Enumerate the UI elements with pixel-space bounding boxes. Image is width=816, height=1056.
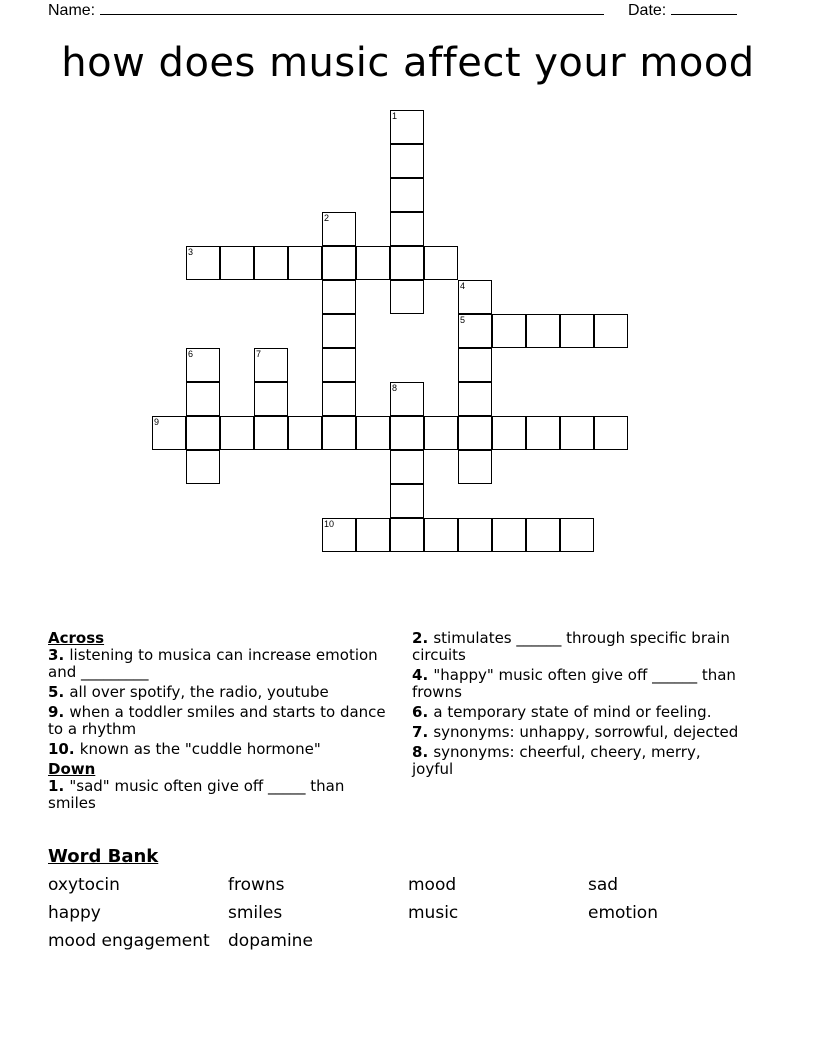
cell-number: 1 xyxy=(392,111,398,121)
crossword-cell[interactable] xyxy=(560,416,594,450)
crossword-cell[interactable] xyxy=(458,348,492,382)
crossword-cell[interactable] xyxy=(492,416,526,450)
crossword-cell[interactable] xyxy=(254,246,288,280)
clue-down-4: 4. "happy" music often give off ______ than frowns xyxy=(412,666,736,701)
cell-number: 9 xyxy=(154,417,160,427)
crossword-cell[interactable] xyxy=(356,246,390,280)
clue-across-5: 5. all over spotify, the radio, youtube xyxy=(48,683,329,701)
crossword-cell[interactable] xyxy=(560,314,594,348)
crossword-cell[interactable] xyxy=(424,416,458,450)
crossword-cell[interactable] xyxy=(322,212,356,246)
crossword-cell[interactable] xyxy=(458,314,492,348)
crossword-cell[interactable] xyxy=(390,484,424,518)
clues-right-column xyxy=(412,630,742,781)
clues-left-column xyxy=(48,630,388,815)
crossword-cell[interactable] xyxy=(594,416,628,450)
crossword-cell[interactable] xyxy=(458,382,492,416)
cell-number: 6 xyxy=(188,349,194,359)
word-bank-item: emotion xyxy=(588,903,658,923)
crossword-cell[interactable] xyxy=(356,518,390,552)
crossword-cell[interactable] xyxy=(492,314,526,348)
crossword-cell[interactable] xyxy=(322,416,356,450)
word-bank-item: mood xyxy=(408,875,457,895)
crossword-cell[interactable] xyxy=(390,280,424,314)
crossword-cell[interactable] xyxy=(390,110,424,144)
clue-across-9: 9. when a toddler smiles and starts to dance to a rhythm xyxy=(48,703,386,738)
crossword-cell[interactable] xyxy=(220,416,254,450)
word-bank-title: Word Bank xyxy=(48,846,159,867)
clue-down-8: 8. synonyms: cheerful, cheery, merry, joyful xyxy=(412,743,701,778)
date-label: Date: xyxy=(628,2,667,19)
crossword-cell[interactable] xyxy=(322,246,356,280)
word-bank-item: frowns xyxy=(228,875,285,895)
crossword-cell[interactable] xyxy=(356,416,390,450)
clue-down-7: 7. synonyms: unhappy, sorrowful, dejected xyxy=(412,723,739,741)
crossword-cell[interactable] xyxy=(390,212,424,246)
crossword-cell[interactable] xyxy=(390,382,424,416)
clue-across-10: 10. known as the "cuddle hormone" xyxy=(48,740,321,758)
crossword-cell[interactable] xyxy=(186,382,220,416)
crossword-cell[interactable] xyxy=(254,382,288,416)
crossword-cell[interactable] xyxy=(390,518,424,552)
crossword-cell[interactable] xyxy=(390,416,424,450)
crossword-cell[interactable] xyxy=(390,178,424,212)
clue-down-1: 1. "sad" music often give off _____ than smiles xyxy=(48,777,345,812)
cell-number: 10 xyxy=(324,519,335,529)
crossword-cell[interactable] xyxy=(186,416,220,450)
crossword-cell[interactable] xyxy=(458,450,492,484)
crossword-cell[interactable] xyxy=(322,348,356,382)
cell-number: 5 xyxy=(460,315,466,325)
word-bank-item: smiles xyxy=(228,903,283,923)
clue-down-6: 6. a temporary state of mind or feeling. xyxy=(412,703,712,721)
crossword-cell[interactable] xyxy=(322,314,356,348)
word-bank-item: oxytocin xyxy=(48,875,120,895)
crossword-cell[interactable] xyxy=(186,450,220,484)
crossword-cell[interactable] xyxy=(526,416,560,450)
crossword-cell[interactable] xyxy=(186,348,220,382)
crossword-cell[interactable] xyxy=(254,416,288,450)
crossword-cell[interactable] xyxy=(390,450,424,484)
crossword-cell[interactable] xyxy=(594,314,628,348)
crossword-cell[interactable] xyxy=(424,246,458,280)
crossword-cell[interactable] xyxy=(526,314,560,348)
crossword-cell[interactable] xyxy=(322,382,356,416)
crossword-cell[interactable] xyxy=(288,416,322,450)
cell-number: 2 xyxy=(324,213,330,223)
crossword-cell[interactable] xyxy=(458,280,492,314)
crossword-cell[interactable] xyxy=(526,518,560,552)
crossword-cell[interactable] xyxy=(220,246,254,280)
cell-number: 3 xyxy=(188,247,194,257)
crossword-cell[interactable] xyxy=(390,246,424,280)
word-bank-item: mood engagement xyxy=(48,931,210,951)
across-heading: Across xyxy=(48,629,105,647)
word-bank-item: sad xyxy=(588,875,619,895)
crossword-cell[interactable] xyxy=(390,144,424,178)
crossword-cell[interactable] xyxy=(322,280,356,314)
cell-number: 7 xyxy=(256,349,262,359)
crossword-cell[interactable] xyxy=(186,246,220,280)
word-bank-item: dopamine xyxy=(228,931,313,951)
crossword-cell[interactable] xyxy=(152,416,186,450)
crossword-cell[interactable] xyxy=(254,348,288,382)
cell-number: 4 xyxy=(460,281,466,291)
crossword-cell[interactable] xyxy=(322,518,356,552)
crossword-cell[interactable] xyxy=(424,518,458,552)
cell-number: 8 xyxy=(392,383,398,393)
clue-down-2: 2. stimulates ______ through specific brain circuits xyxy=(412,629,730,664)
down-heading: Down xyxy=(48,760,96,778)
word-bank-item: happy xyxy=(48,903,101,923)
crossword-cell[interactable] xyxy=(288,246,322,280)
page-title: how does music affect your mood xyxy=(61,40,755,86)
crossword-cell[interactable] xyxy=(492,518,526,552)
clue-across-3: 3. listening to musica can increase emotion and _________ xyxy=(48,646,378,681)
word-bank-item: music xyxy=(408,903,459,923)
name-label: Name: xyxy=(48,2,96,19)
crossword-cell[interactable] xyxy=(458,518,492,552)
crossword-cell[interactable] xyxy=(458,416,492,450)
crossword-cell[interactable] xyxy=(560,518,594,552)
